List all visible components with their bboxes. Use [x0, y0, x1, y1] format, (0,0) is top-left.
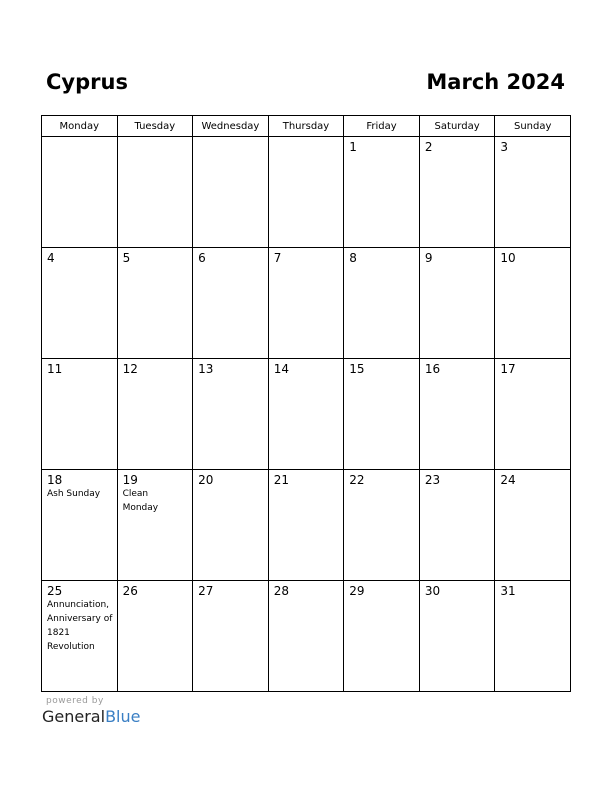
day-cell	[42, 581, 118, 692]
weekday-header: Thursday	[268, 116, 344, 137]
day-number: 22	[349, 473, 365, 487]
day-number: 10	[500, 251, 516, 265]
day-cell	[495, 248, 571, 359]
day-number	[42, 137, 117, 140]
day-number: 11	[47, 362, 63, 376]
day-number: 26	[122, 584, 138, 598]
day-cell	[193, 581, 269, 692]
day-number: 30	[424, 584, 441, 598]
day-cell	[117, 248, 193, 359]
day-number	[269, 137, 344, 140]
brand-general: General	[42, 707, 106, 726]
day-cell	[117, 470, 193, 581]
powered-by-text: powered by	[46, 696, 104, 706]
day-number: 25	[47, 584, 63, 598]
day-number: 6	[198, 251, 206, 265]
day-cell	[344, 581, 420, 692]
day-cell	[495, 137, 571, 248]
day-number: 17	[500, 362, 516, 376]
day-number: 28	[273, 584, 289, 598]
day-cell	[117, 581, 193, 692]
day-number: 3	[500, 140, 509, 154]
day-cell	[117, 359, 193, 470]
day-cell	[42, 359, 118, 470]
week-row	[42, 248, 571, 359]
day-cell	[268, 581, 344, 692]
day-cell	[495, 470, 571, 581]
day-number: 31	[500, 584, 516, 598]
week-row	[42, 581, 571, 692]
day-cell	[495, 359, 571, 470]
day-cell	[42, 470, 118, 581]
day-cell	[193, 359, 269, 470]
day-number: 16	[424, 362, 441, 376]
day-cell	[344, 248, 420, 359]
day-cell	[268, 248, 344, 359]
day-number: 9	[424, 251, 433, 265]
weekday-header: Saturday	[419, 116, 495, 137]
day-cell	[344, 359, 420, 470]
day-cell	[42, 248, 118, 359]
day-number: 20	[198, 473, 214, 487]
day-cell	[268, 359, 344, 470]
day-number	[118, 137, 193, 140]
day-cell	[268, 470, 344, 581]
day-number: 21	[273, 473, 289, 487]
day-cell	[42, 137, 118, 248]
day-number: 7	[273, 251, 282, 265]
day-number: 27	[198, 584, 214, 598]
day-number: 4	[47, 251, 55, 265]
day-number: 12	[122, 362, 138, 376]
day-number: 23	[424, 473, 441, 487]
day-number: 2	[424, 140, 433, 154]
weekday-header: Monday	[42, 116, 118, 137]
day-cell	[268, 137, 344, 248]
weekday-header: Wednesday	[193, 116, 269, 137]
day-cell	[495, 581, 571, 692]
day-number: 15	[349, 362, 365, 376]
day-cell	[193, 470, 269, 581]
calendar-grid	[41, 115, 571, 692]
day-number: 18	[47, 473, 63, 487]
country-title: Cyprus	[46, 70, 128, 94]
day-number: 14	[273, 362, 289, 376]
day-number: 5	[122, 251, 131, 265]
generalblue-logo[interactable]	[42, 707, 140, 727]
day-number: 19	[122, 473, 138, 487]
day-number: 1	[349, 140, 357, 154]
weekday-header: Sunday	[495, 116, 571, 137]
day-cell	[117, 137, 193, 248]
weekday-header: Tuesday	[117, 116, 193, 137]
day-cell	[344, 137, 420, 248]
day-cell	[344, 470, 420, 581]
brand-blue: Blue	[105, 707, 141, 726]
day-cell	[419, 248, 495, 359]
week-row	[42, 470, 571, 581]
weekday-header-row	[42, 116, 571, 137]
day-cell	[419, 359, 495, 470]
day-number: 24	[500, 473, 516, 487]
day-cell	[419, 137, 495, 248]
day-number: 13	[198, 362, 214, 376]
day-number	[193, 137, 268, 140]
day-number: 29	[349, 584, 365, 598]
day-cell	[419, 581, 495, 692]
week-row	[42, 359, 571, 470]
month-title: March 2024	[426, 70, 565, 94]
day-cell	[193, 137, 269, 248]
holiday-label: Ash Sunday	[47, 489, 101, 499]
day-cell	[419, 470, 495, 581]
holiday-label: Annunciation, Anniversary of 1821 Revolution	[47, 600, 113, 652]
day-cell	[193, 248, 269, 359]
weekday-header: Friday	[344, 116, 420, 137]
day-number: 8	[349, 251, 357, 265]
week-row	[42, 137, 571, 248]
holiday-label: Clean Monday	[122, 489, 159, 513]
footer-branding	[42, 696, 140, 727]
